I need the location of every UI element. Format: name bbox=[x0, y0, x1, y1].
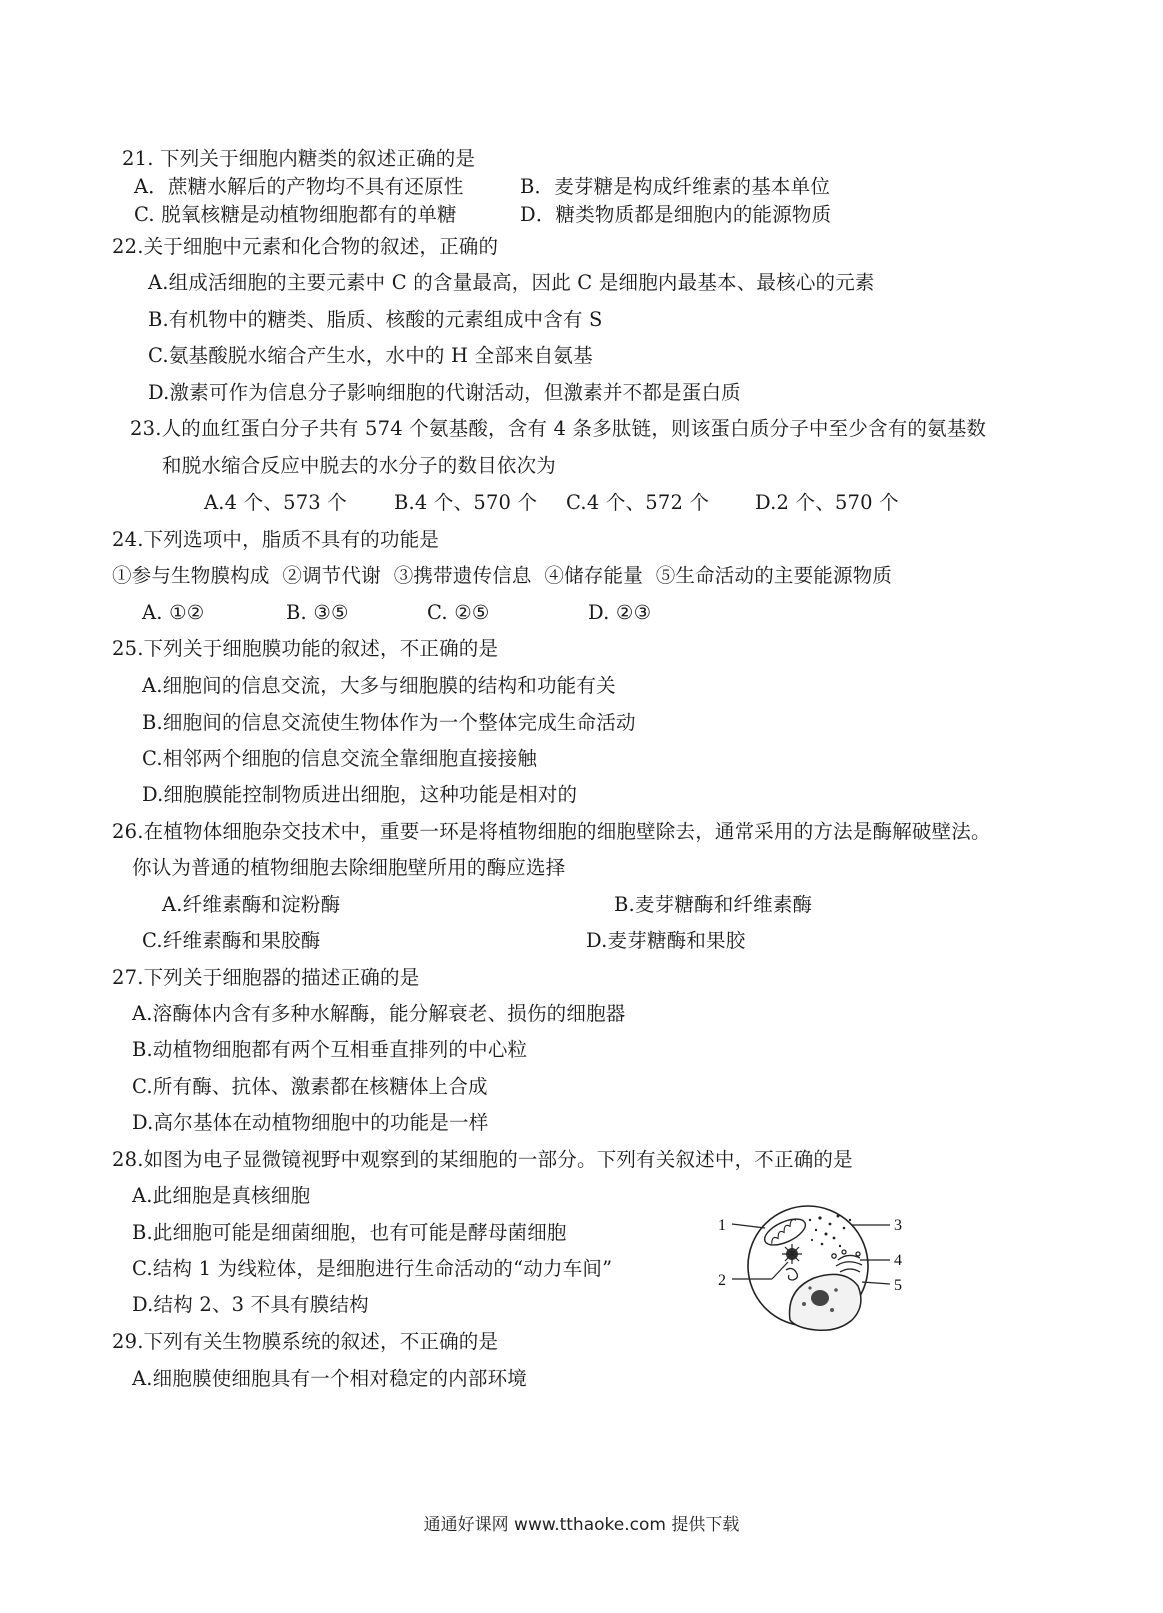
page-footer: 通通好课网 www.tthaoke.com 提供下载 bbox=[423, 1515, 740, 1535]
q28-option-d: D.结构 2、3 不具有膜结构 bbox=[132, 1293, 369, 1316]
q24-stem: 24.下列选项中，脂质不具有的功能是 bbox=[112, 528, 440, 551]
q23-option-c: C.4 个、572 个 bbox=[566, 491, 710, 514]
q23-option-a: A.4 个、573 个 bbox=[204, 491, 348, 514]
figure-label-4: 4 bbox=[894, 1252, 902, 1269]
q21-option-c: C. 脱氧核糖是动植物细胞都有的单糖 bbox=[134, 203, 457, 226]
cell-diagram bbox=[712, 1190, 912, 1335]
q24-option-d: D. ②③ bbox=[588, 601, 652, 624]
figure-label-3: 3 bbox=[894, 1217, 902, 1234]
mitochondrion-structure bbox=[761, 1214, 809, 1251]
q22-option-d: D.激素可作为信息分子影响细胞的代谢活动，但激素并不都是蛋白质 bbox=[148, 381, 741, 404]
figure-label-5: 5 bbox=[894, 1277, 902, 1294]
q29-option-a: A.细胞膜使细胞具有一个相对稳定的内部环境 bbox=[132, 1367, 527, 1390]
q26-option-a: A.纤维素酶和淀粉酶 bbox=[162, 893, 341, 916]
q25-option-a: A.细胞间的信息交流，大多与细胞膜的结构和功能有关 bbox=[142, 674, 616, 697]
q22-option-a: A.组成活细胞的主要元素中 C 的含量最高，因此 C 是细胞内最基本、最核心的元素 bbox=[148, 271, 875, 294]
q26-option-c: C.纤维素酶和果胶酶 bbox=[142, 929, 321, 952]
q25-stem: 25.下列关于细胞膜功能的叙述，不正确的是 bbox=[112, 637, 499, 660]
q23-stem-line2: 和脱水缩合反应中脱去的水分子的数目依次为 bbox=[162, 454, 557, 477]
q21-option-b: B．麦芽糖是构成纤维素的基本单位 bbox=[520, 175, 831, 198]
q21-option-d: D．糖类物质都是细胞内的能源物质 bbox=[520, 203, 832, 226]
q24-items: ①参与生物膜构成 ②调节代谢 ③携带遗传信息 ④储存能量 ⑤生命活动的主要能源物质 bbox=[112, 564, 893, 587]
nucleus-structure bbox=[790, 1274, 861, 1330]
q28-option-b: B.此细胞可能是细菌细胞，也有可能是酵母菌细胞 bbox=[132, 1221, 567, 1244]
q26-stem-line2: 你认为普通的植物细胞去除细胞壁所用的酶应选择 bbox=[132, 856, 566, 879]
q26-option-b: B.麦芽糖酶和纤维素酶 bbox=[614, 893, 813, 916]
q26-stem-line1: 26.在植物体细胞杂交技术中，重要一环是将植物细胞的细胞壁除去，通常采用的方法是酶解破壁法。 bbox=[112, 820, 991, 843]
q22-option-b: B.有机物中的糖类、脂质、核酸的元素组成中含有 S bbox=[148, 308, 603, 331]
q27-option-a: A.溶酶体内含有多种水解酶，能分解衰老、损伤的细胞器 bbox=[132, 1002, 626, 1025]
centriole-structure bbox=[782, 1244, 802, 1280]
q28-stem: 28.如图为电子显微镜视野中观察到的某细胞的一部分。下列有关叙述中，不正确的是 bbox=[112, 1148, 853, 1171]
q24-option-b: B. ③⑤ bbox=[286, 601, 349, 624]
q27-option-b: B.动植物细胞都有两个互相垂直排列的中心粒 bbox=[132, 1038, 528, 1061]
q29-stem: 29.下列有关生物膜系统的叙述，不正确的是 bbox=[112, 1330, 499, 1353]
figure-label-1: 1 bbox=[718, 1217, 726, 1234]
q27-option-d: D.高尔基体在动植物细胞中的功能是一样 bbox=[132, 1111, 489, 1134]
q23-option-d: D.2 个、570 个 bbox=[755, 491, 899, 514]
golgi-structure bbox=[832, 1250, 862, 1272]
q21-option-a: A．蔗糖水解后的产物均不具有还原性 bbox=[134, 175, 464, 198]
q26-option-d: D.麦芽糖酶和果胶 bbox=[586, 929, 746, 952]
q24-option-c: C. ②⑤ bbox=[427, 601, 490, 624]
q25-option-b: B.细胞间的信息交流使生物体作为一个整体完成生命活动 bbox=[142, 711, 636, 734]
q24-option-a: A. ①② bbox=[142, 601, 205, 624]
q22-stem: 22.关于细胞中元素和化合物的叙述，正确的 bbox=[112, 235, 499, 258]
q27-stem: 27.下列关于细胞器的描述正确的是 bbox=[112, 966, 420, 989]
q28-option-c: C.结构 1 为线粒体，是细胞进行生命活动的“动力车间” bbox=[132, 1257, 613, 1280]
q27-option-c: C.所有酶、抗体、激素都在核糖体上合成 bbox=[132, 1075, 488, 1098]
q23-option-b: B.4 个、570 个 bbox=[394, 491, 538, 514]
q22-option-c: C.氨基酸脱水缩合产生水，水中的 H 全部来自氨基 bbox=[148, 344, 593, 367]
q25-option-d: D.细胞膜能控制物质进出细胞，这种功能是相对的 bbox=[142, 783, 578, 806]
figure-label-2: 2 bbox=[718, 1272, 726, 1289]
q28-option-a: A.此细胞是真核细胞 bbox=[132, 1184, 311, 1207]
q21-stem: 21. 下列关于细胞内糖类的叙述正确的是 bbox=[122, 147, 476, 170]
q25-option-c: C.相邻两个细胞的信息交流全靠细胞直接接触 bbox=[142, 747, 538, 770]
q23-stem-line1: 23.人的血红蛋白分子共有 574 个氨基酸，含有 4 条多肽链，则该蛋白质分子中至少含有的氨基数 bbox=[130, 417, 987, 440]
